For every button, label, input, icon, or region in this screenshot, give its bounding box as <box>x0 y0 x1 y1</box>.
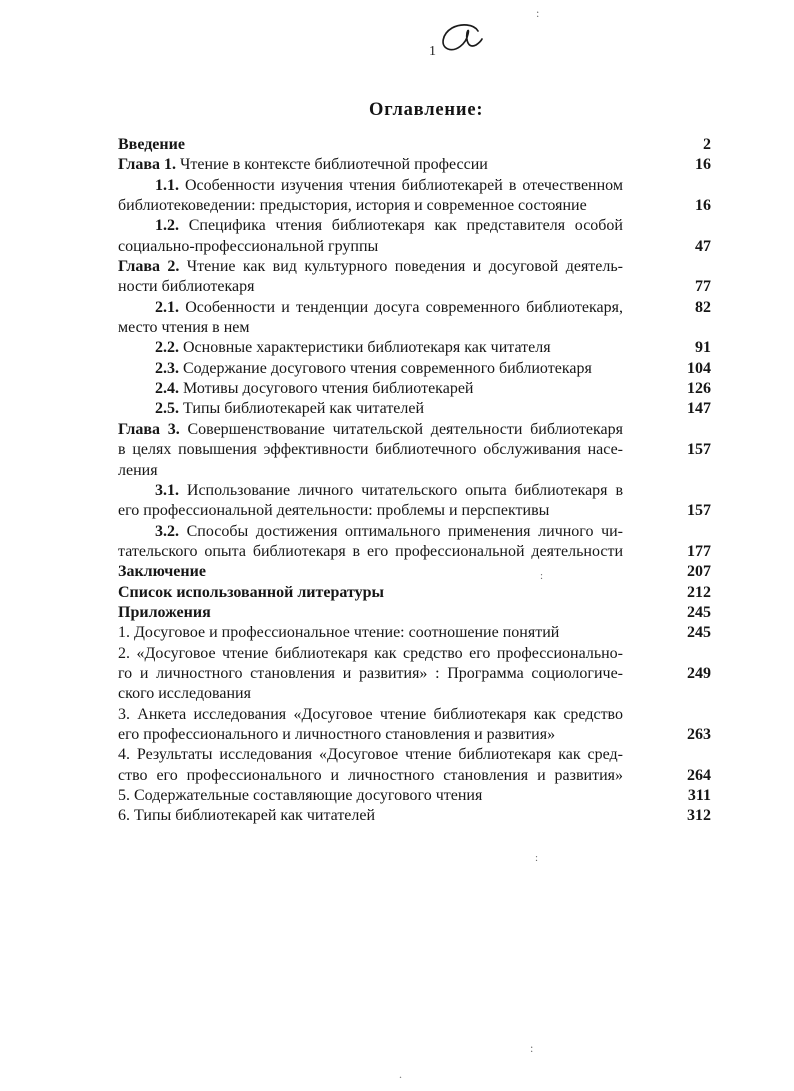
toc-line <box>118 522 711 542</box>
toc-page-number: 264 <box>687 766 711 784</box>
toc-line <box>118 481 711 501</box>
toc-line <box>118 786 711 806</box>
toc-line <box>118 501 711 521</box>
toc-page-number: 16 <box>695 197 711 215</box>
toc-line-prefix: Список использованной литературы <box>118 583 384 601</box>
toc-line-text <box>118 135 623 155</box>
toc-line-text: библиотековедении: предыстория, история и современное состояние <box>118 197 587 215</box>
toc-page-number: 177 <box>687 542 711 560</box>
toc-line-text <box>118 583 623 603</box>
toc-page-number: 2 <box>703 136 711 153</box>
scan-artifact: : <box>530 1041 534 1055</box>
toc-line-prefix: 1.2. <box>155 217 179 235</box>
toc-line-prefix: 3.2. <box>155 522 179 540</box>
toc-line-text: 5. Содержательные составляющие досугового чтения <box>118 787 483 804</box>
toc-line-text: 3.1. Использование личного читательского опыта библиотекаря в <box>155 481 623 499</box>
toc-line-text: 2.1. Особенности и тенденции досуга современного библиотекаря, <box>155 298 623 316</box>
toc-line <box>118 664 711 684</box>
toc-line <box>118 644 711 664</box>
toc-line-prefix: 2.1. <box>155 298 179 316</box>
toc-line <box>118 542 711 562</box>
toc-line-text: 2. «Досуговое чтение библиотекаря как средство его профессионально- <box>118 644 623 662</box>
toc-line <box>118 420 711 440</box>
toc-line-text: ского исследования <box>118 685 251 703</box>
toc-line-text: в целях повышения эффективности библиотечного обслуживания насе- <box>118 441 623 459</box>
toc-line <box>118 705 711 725</box>
toc-line <box>118 806 711 826</box>
toc-page-number: 212 <box>687 583 711 601</box>
toc-line <box>118 562 711 582</box>
toc-page-number: 157 <box>687 502 711 520</box>
toc-line <box>118 257 711 277</box>
toc-page-number: 91 <box>695 339 711 357</box>
toc-page-number: 47 <box>695 237 711 255</box>
toc-line-prefix: 2.2. <box>155 339 179 357</box>
toc-line-text: место чтения в нем <box>118 319 250 337</box>
toc-page-number: 126 <box>687 380 711 398</box>
toc-line <box>118 318 711 338</box>
toc-line <box>118 603 711 623</box>
toc-page-number: 249 <box>687 664 711 682</box>
toc-line-text: Глава 1. Чтение в контексте библиотечной профессии <box>118 156 488 174</box>
toc-line-text: Глава 2. Чтение как вид культурного поведения и досуговой деятель- <box>118 258 624 276</box>
toc-line-text: 2.4. Мотивы досугового чтения библиотекарей <box>155 380 474 398</box>
toc-line <box>118 461 711 481</box>
toc-page-number: 16 <box>695 156 711 174</box>
toc-page-number: 263 <box>687 725 711 743</box>
toc-line-text: го и личностного становления и развития» : Программа социологиче- <box>118 664 623 682</box>
toc-line-prefix: 2.5. <box>155 400 179 418</box>
toc-line-text: ления <box>118 461 158 479</box>
toc-line <box>118 298 711 318</box>
page-number: 1 <box>429 44 436 59</box>
toc-page-number: 82 <box>695 298 711 316</box>
toc-line-prefix: 1.1. <box>155 176 179 194</box>
toc-line-prefix: 3.1. <box>155 481 179 499</box>
toc-line-text: 2.2. Основные характеристики библиотекаря как читателя <box>155 339 551 357</box>
scan-artifact: : <box>535 852 539 864</box>
toc-page-number: 311 <box>687 787 711 804</box>
toc-line-text <box>118 562 623 582</box>
toc-line-text: 2.3. Содержание досугового чтения современного библиотекаря <box>155 359 592 377</box>
toc-line-text: 1.1. Особенности изучения чтения библиотекарей в отечественном <box>155 176 623 194</box>
toc-line-text: 1. Досуговое и профессиональное чтение: соотношение понятий <box>118 624 560 642</box>
toc-page-number: 104 <box>687 359 711 377</box>
toc-line <box>118 583 711 603</box>
toc-line-text: 6. Типы библиотекарей как читателей <box>118 807 376 825</box>
toc-line <box>118 766 711 786</box>
toc-line-text: 4. Результаты исследования «Досуговое чтение библиотекаря как сред- <box>118 746 623 764</box>
toc-line <box>118 196 711 216</box>
toc-line <box>118 176 711 196</box>
toc-line-text: 1.2. Специфика чтения библиотекаря как представителя особой <box>155 217 623 235</box>
toc-line-prefix: Введение <box>118 136 185 153</box>
toc-line <box>118 277 711 297</box>
toc-line <box>118 135 711 155</box>
scan-artifact: : <box>536 6 540 20</box>
toc-line <box>118 623 711 643</box>
toc-line-prefix: Приложения <box>118 603 211 621</box>
toc-line-text: 3. Анкета исследования «Досуговое чтение библиотекаря как средство <box>118 705 623 723</box>
toc-line-text: социально-профессиональной группы <box>118 237 379 255</box>
toc-line-text: 3.2. Способы достижения оптимального применения личного чи- <box>155 522 623 540</box>
toc-page-number: 157 <box>687 441 711 459</box>
toc-line <box>118 359 711 379</box>
toc-line <box>118 399 711 419</box>
toc-line-prefix: Глава 1. <box>118 156 176 174</box>
toc-line <box>118 338 711 358</box>
toc-line <box>118 725 711 745</box>
toc-line-text <box>118 603 623 623</box>
toc-page-number: 245 <box>687 624 711 642</box>
toc-page-number: 245 <box>687 603 711 621</box>
toc-page-number: 147 <box>687 400 711 418</box>
toc-page-number: 207 <box>687 563 711 581</box>
toc-line-prefix: 2.4. <box>155 380 179 398</box>
toc-line-text: Глава 3. Совершенствование читательской деятельности библиотекаря <box>118 420 623 438</box>
toc-line-text: ности библиотекаря <box>118 278 255 296</box>
scan-artifact: : <box>540 570 544 582</box>
toc-line <box>118 216 711 236</box>
toc-line-prefix: Заключение <box>118 563 206 581</box>
toc-page-number: 312 <box>687 807 711 825</box>
toc-line-prefix: Глава 3. <box>118 420 180 438</box>
toc-line <box>118 440 711 460</box>
toc-line-prefix: 2.3. <box>155 359 179 377</box>
toc-line <box>118 155 711 175</box>
toc-line-text: тательского опыта библиотекаря в его профессиональной деятельности <box>118 542 623 560</box>
toc-line <box>118 684 711 704</box>
toc-line <box>118 379 711 399</box>
toc-line-text: 2.5. Типы библиотекарей как читателей <box>155 400 425 418</box>
toc-line-text: его профессиональной деятельности: проблемы и перспективы <box>118 502 550 520</box>
toc-line-prefix: Глава 2. <box>118 258 180 276</box>
toc-list <box>118 135 711 827</box>
toc-line <box>118 745 711 765</box>
toc-line <box>118 237 711 257</box>
scan-artifact: . <box>399 1067 402 1081</box>
handwritten-a-mark <box>433 22 485 56</box>
toc-line-text: ство его профессионального и личностного становления и развития» <box>118 766 623 784</box>
toc-page-number: 77 <box>695 278 711 296</box>
toc-title: Оглавление: <box>369 100 484 120</box>
toc-line-text: его профессионального и личностного становления и развития» <box>118 725 556 743</box>
